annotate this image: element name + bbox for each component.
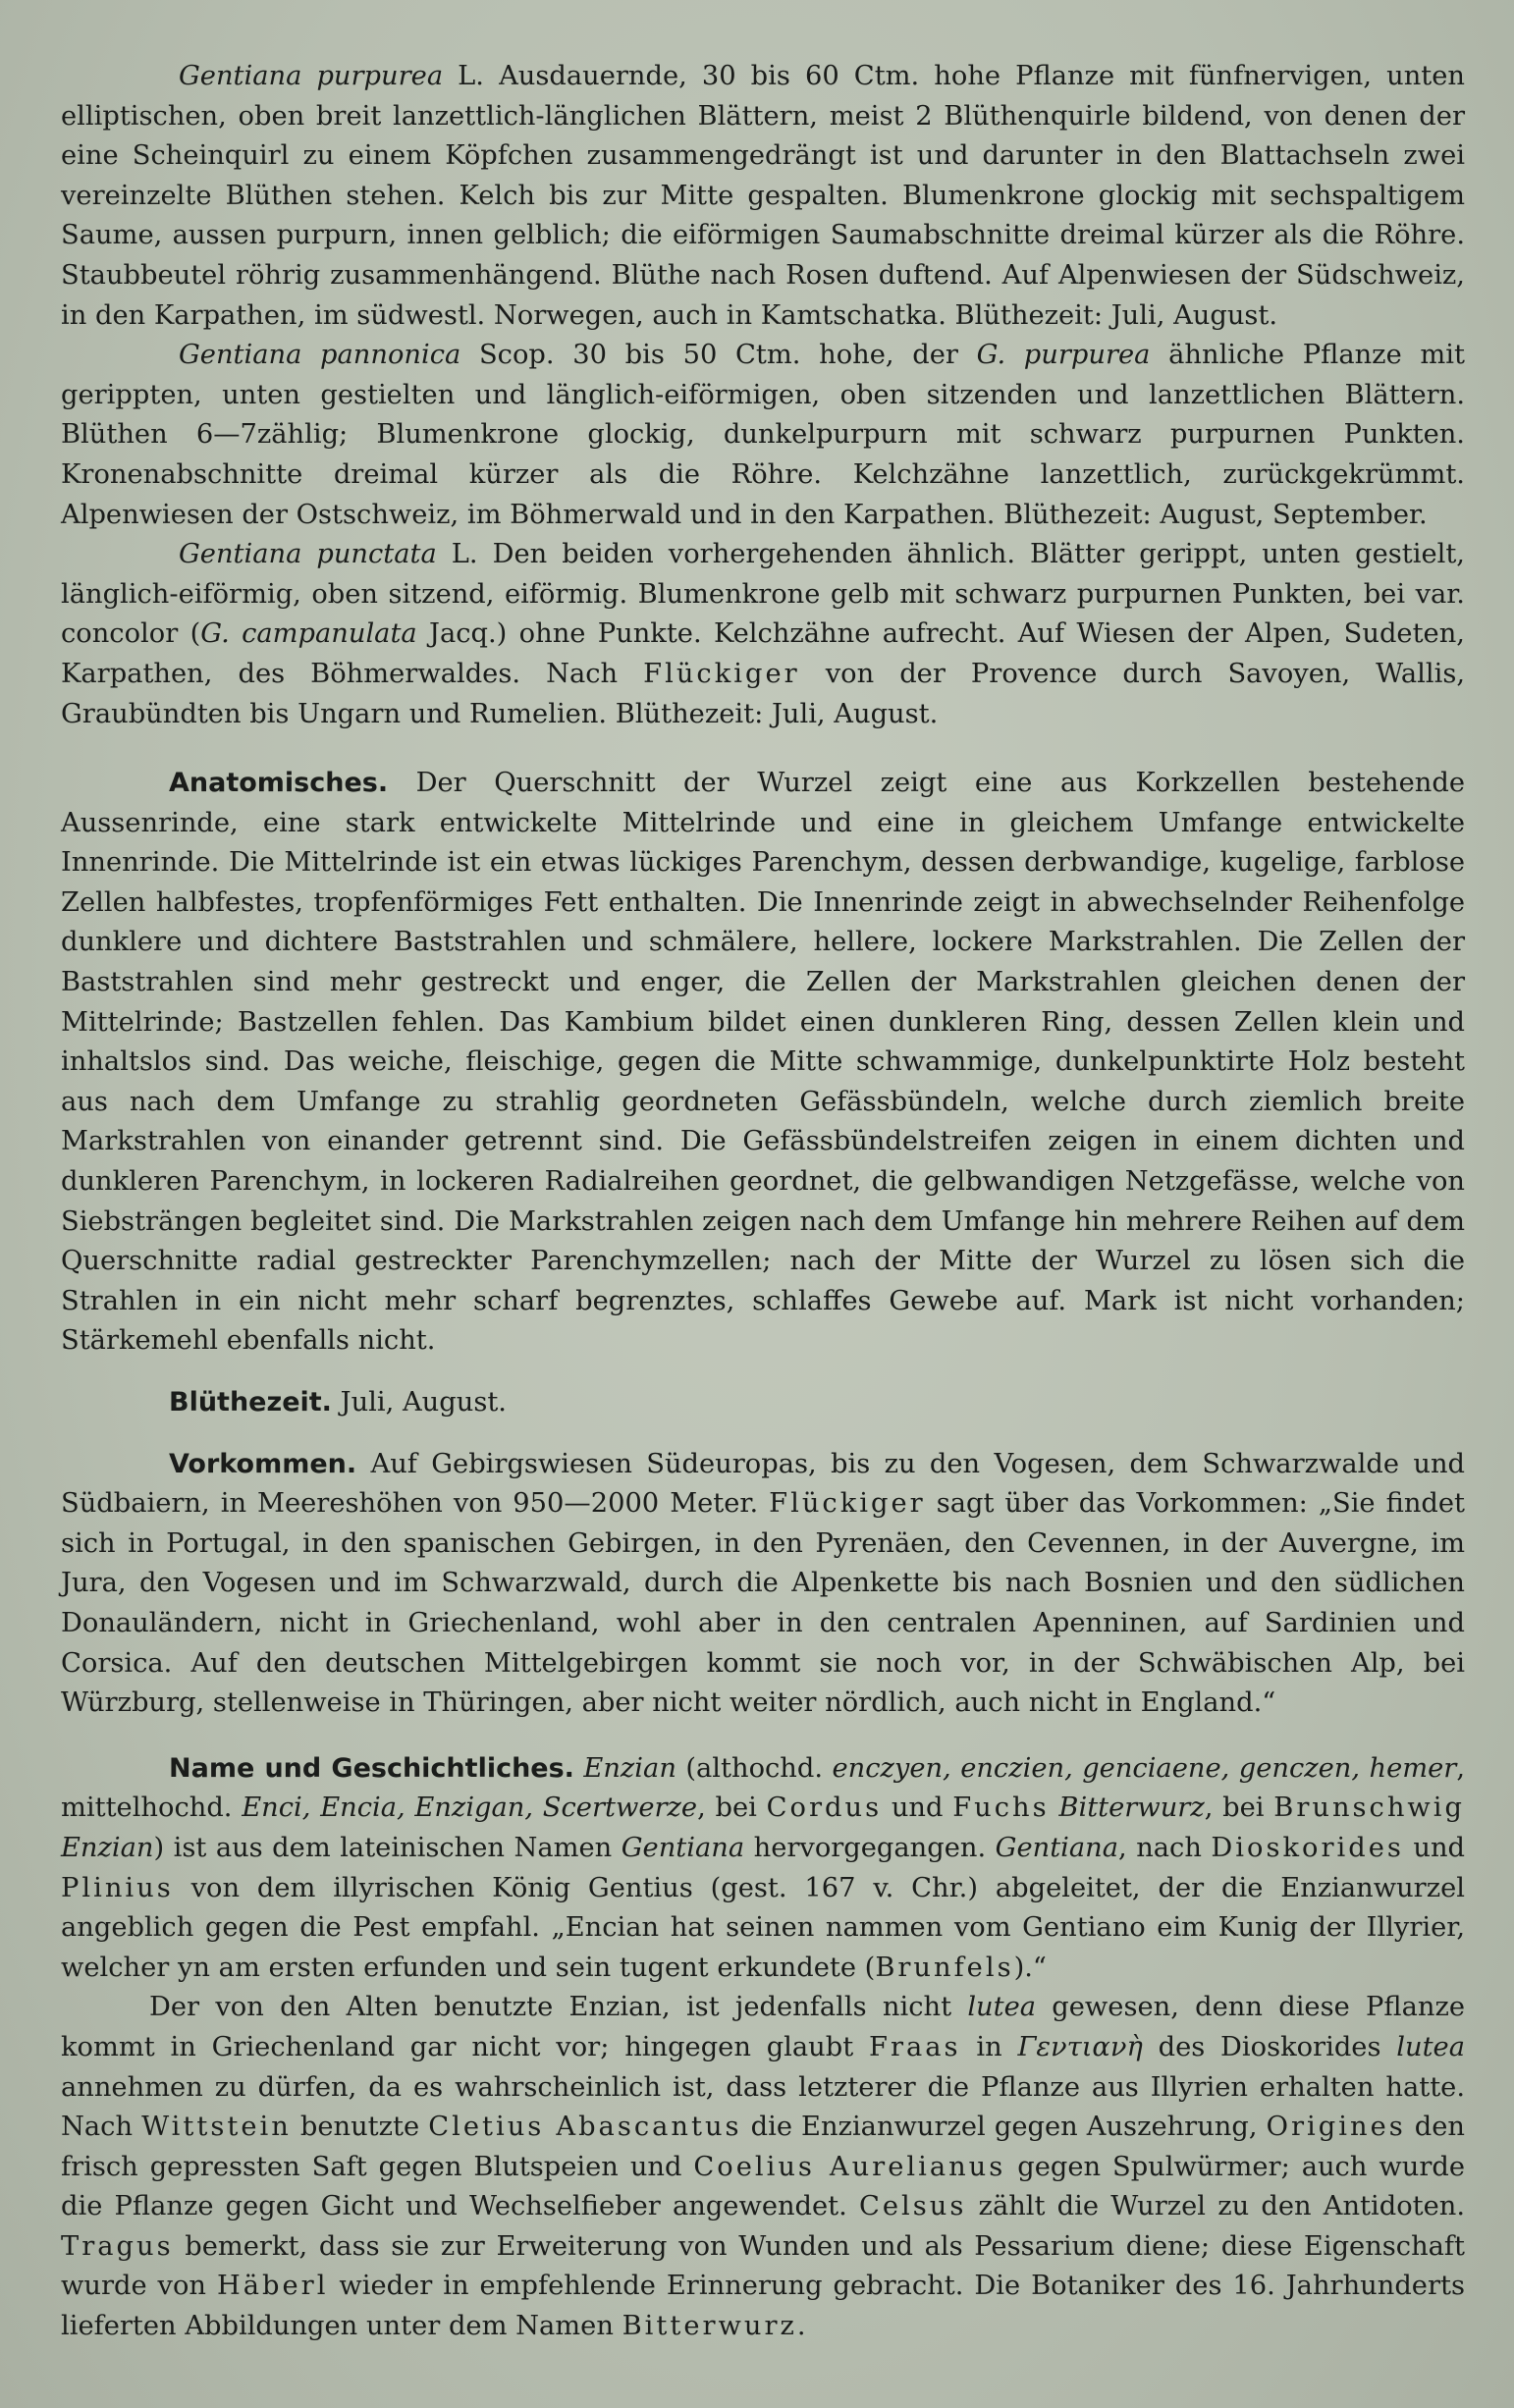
section-text: zählt die Wurzel zu den Antidoten. [966,2191,1466,2222]
section-text: wieder in empfehlende Erinnerung gebracht. Die Botaniker des 16. Jahrhunderts lieferten Abbildungen unter dem Namen [61,2271,1465,2342]
section-anatomie [61,764,1465,1362]
species-ref: G. campanulata [200,618,417,650]
section-text: des Dioskorides [1142,2031,1397,2062]
term: Gentiana [995,1832,1119,1863]
species-description: Scop. 30 bis 50 Ctm. hohe, der [460,340,977,371]
section-text: Auf Gebirgswiesen Südeuropas, bis zu den Vogesen, dem Schwarzwalde und Südbaiern, in Meereshöhen von 950—2000 Meter. [61,1448,1465,1520]
section-text: , nach [1118,1832,1212,1863]
section-text: hervorgegangen. [744,1832,996,1863]
greek-term: Γεντιανὴ [1017,2031,1143,2062]
author-name: Fuchs [952,1793,1050,1824]
section-text: und [1403,1832,1466,1863]
section-heading: Vorkommen. [169,1448,357,1479]
species-name: Gentiana purpurea [179,61,444,91]
section-heading: Anatomisches. [169,768,389,799]
species-description: L. Ausdauernde, 30 bis 60 Ctm. hohe Pflanze mit fünfnervigen, unten elliptischen, oben breit lanzettlich-länglichen Blättern, meist 2 Blüthenquirle bildend, von denen der eine Scheinquirl zu einem Köpfchen zusammengedrängt ist und darunter in den Blattachseln zwei vereinzelte Blüthen stehen. Kelch bis zur Mitte gespalten. Blumenkrone glockig mit sechspaltigem Saume, aussen purpurn, innen gelblich; die eiförmigen Saumabschnitte dreimal kürzer als die Röhre. Staubbeutel röhrig zusammenhängend. Blüthe nach Rosen duftend. Auf Alpenwiesen der Südschweiz, in den Karpathen, im südwestl. Norwegen, auch in Kamtschatka. Blüthezeit: Juli, August. [61,61,1465,331]
species-description: ähnliche Pflanze mit gerippten, unten gestielten und länglich-eiförmigen, oben sitzenden und lanzettlichen Blättern. Blüthen 6—7zählig; Blumenkrone glockig, dunkelpurpurn mit schwarz purpurnen Punkten. Kronenabschnitte dreimal kürzer als die Röhre. Kelchzähne lanzettlich, zurückgekrümmt. Alpenwiesen der Ostschweiz, im Böhmerwald und in den Karpathen. Blüthezeit: August, September. [61,340,1465,530]
section-text: ).“ [1013,1952,1047,1983]
section-text: . [796,2311,806,2342]
section-text: benutzte [291,2112,429,2143]
section-text: , bei [697,1793,767,1824]
author-name: Fraas [869,2031,961,2062]
book-page [61,57,1465,2347]
section-text: , bei [1204,1793,1274,1824]
section-bluethezeit [61,1383,1465,1423]
term: Enzian [61,1832,154,1863]
author-name: Cletius Abascantus [428,2112,742,2143]
term: lutea [967,1992,1037,2023]
species-name: Gentiana pannonica [179,340,461,371]
author-name: Flückiger [643,658,800,689]
section-text [1050,1793,1059,1823]
term: Enzian [583,1752,676,1784]
term: Enci, Encia, Enzigan, Scertwerze [242,1793,698,1824]
author-name: Bitterwurz [622,2311,797,2342]
species-ref: G. purpurea [976,340,1151,371]
section-text: bemerkt, dass sie zur Erweiterung von Wunden und als Pessarium diene; diese Eigenschaft wurde von [61,2230,1465,2302]
section-vorkommen [61,1445,1465,1724]
section-text: gegen Spulwürmer; auch wurde die Pflanze gegen Gicht und Wechselfieber angewendet. [61,2151,1465,2222]
term: lutea [1396,2031,1465,2062]
species-pannonica [61,336,1465,535]
section-text: in [960,2031,1018,2062]
section-text: von dem illyrischen König Gentius (gest. 167 v. Chr.) abgeleitet, der die Enzianwurzel angeblich gegen die Pest empfahl. „Encian hat seinen nammen vom Gentiano eim Kunig der Illyrier, welcher yn am ersten erfunden und sein tugent erkundete ( [61,1872,1465,1983]
author-name: Plinius [61,1872,174,1903]
section-text: Der von den Alten benutzte Enzian, ist jedenfalls nicht [149,1992,968,2023]
author-name: Häberl [216,2271,329,2302]
section-text: die Enzianwurzel gegen Auszehrung, [741,2112,1267,2143]
section-text: sagt über das Vorkommen: „Sie findet sich in Portugal, in den spanischen Gebirgen, in den Pyrenäen, den Cevennen, in der Auvergne, im Jura, den Vogesen und im Schwarzwald, durch die Alpenkette bis nach Bosnien und den südlichen Donauländern, nicht in Griechenland, wohl aber in den centralen Apenninen, auf Sardinien und Corsica. Auf den deutschen Mittelgebirgen kommt sie noch vor, in der Schwäbischen Alp, bei Würzburg, stellenweise in Thüringen, aber nicht weiter nördlich, auch nicht in England.“ [61,1488,1465,1719]
author-name: Celsus [859,2191,967,2222]
section-name [61,1749,1465,1989]
term: Gentiana [621,1832,745,1863]
section-text: und [882,1793,953,1824]
section-text: ) ist aus dem lateinischen Namen [153,1832,622,1863]
section-text: gewesen, denn diese Pflanze kommt in Griechenland gar nicht vor; hingegen glaubt [61,1992,1465,2062]
section-text: , mittelhochd. [61,1752,1465,1824]
author-name: Origines [1266,2112,1406,2143]
species-purpurea [61,57,1465,336]
author-name: Brunfels [875,1952,1014,1983]
section-text: (althochd. [676,1752,833,1784]
section-text: annehmen zu dürfen, da es wahrscheinlich ist, dass letzterer die Pflanze aus Illyrien erhalten hatte. Nach [61,2071,1465,2143]
species-description: Jacq.) ohne Punkte. Kelchzähne aufrecht. Auf Wiesen der Alpen, Sudeten, Karpathen, des Böhmerwaldes. Nach [61,618,1465,689]
author-name: Tragus [61,2230,174,2262]
section-geschichte [61,1988,1465,2346]
section-text: Juli, August. [331,1387,507,1418]
section-heading: Blüthezeit. [169,1387,332,1418]
term: Bitterwurz [1058,1793,1205,1824]
section-text: den frisch gepressten Saft gegen Blutspeien und [61,2112,1466,2182]
species-description: L. Den beiden vorhergehenden ähnlich. Blätter gerippt, unten gestielt, länglich-eiförmig, oben sitzend, eiförmig. Blumenkrone gelb mit schwarz purpurnen Punkten, bei var. concolor ( [61,539,1465,650]
term: enczyen, enczien, genciaene, genczen, hemer [832,1752,1457,1784]
author-name: Wittstein [141,2112,292,2143]
author-name: Brunschwig [1273,1793,1465,1824]
species-name: Gentiana punctata [179,539,437,570]
species-description: von der Provence durch Savoyen, Wallis, Graubündten bis Ungarn und Rumelien. Blüthezeit: Juli, August. [61,658,1466,729]
author-name: Coelius Aurelianus [693,2151,1006,2182]
author-name: Dioskorides [1211,1832,1404,1863]
author-name: Cordus [766,1793,883,1824]
section-heading: Name und Geschichtliches. [169,1752,574,1784]
author-name: Flückiger [769,1488,926,1520]
species-punctata [61,535,1465,734]
section-text: Der Querschnitt der Wurzel zeigt eine aus Korkzellen bestehende Aussenrinde, eine stark entwickelte Mittelrinde und eine in gleichem Umfange entwickelte Innenrinde. Die Mittelrinde ist ein etwas lückiges Parenchym, dessen derbwandige, kugelige, farblose Zellen halbfestes, tropfenförmiges Fett enthalten. Die Innenrinde zeigt in abwechselnder Reihenfolge dunklere und dichtere Baststrahlen und schmälere, hellere, lockere Markstrahlen. Die Zellen der Baststrahlen sind mehr gestreckt und enger, die Zellen der Markstrahlen gleichen denen der Mittelrinde; Bastzellen fehlen. Das Kambium bildet einen dunkleren Ring, dessen Zellen klein und inhaltslos sind. Das weiche, fleischige, gegen die Mitte schwammige, dunkelpunktirte Holz besteht aus nach dem Umfange zu strahlig geordneten Gefässbündeln, welche durch ziemlich breite Markstrahlen von einander getrennt sind. Die Gefässbündelstreifen zeigen in einem dichten und dunkleren Parenchym, in lockeren Radialreihen geordnet, die gelbwandigen Netzgefässe, welche von Siebsträngen begleitet sind. Die Markstrahlen zeigen nach dem Umfange hin mehrere Reihen auf dem Querschnitte radial gestreckter Parenchymzellen; nach der Mitte der Wurzel zu lösen sich die Strahlen in ein nicht mehr scharf begrenztes, schlaffes Gewebe auf. Mark ist nicht vorhanden; Stärkemehl ebenfalls nicht. [61,768,1465,1357]
